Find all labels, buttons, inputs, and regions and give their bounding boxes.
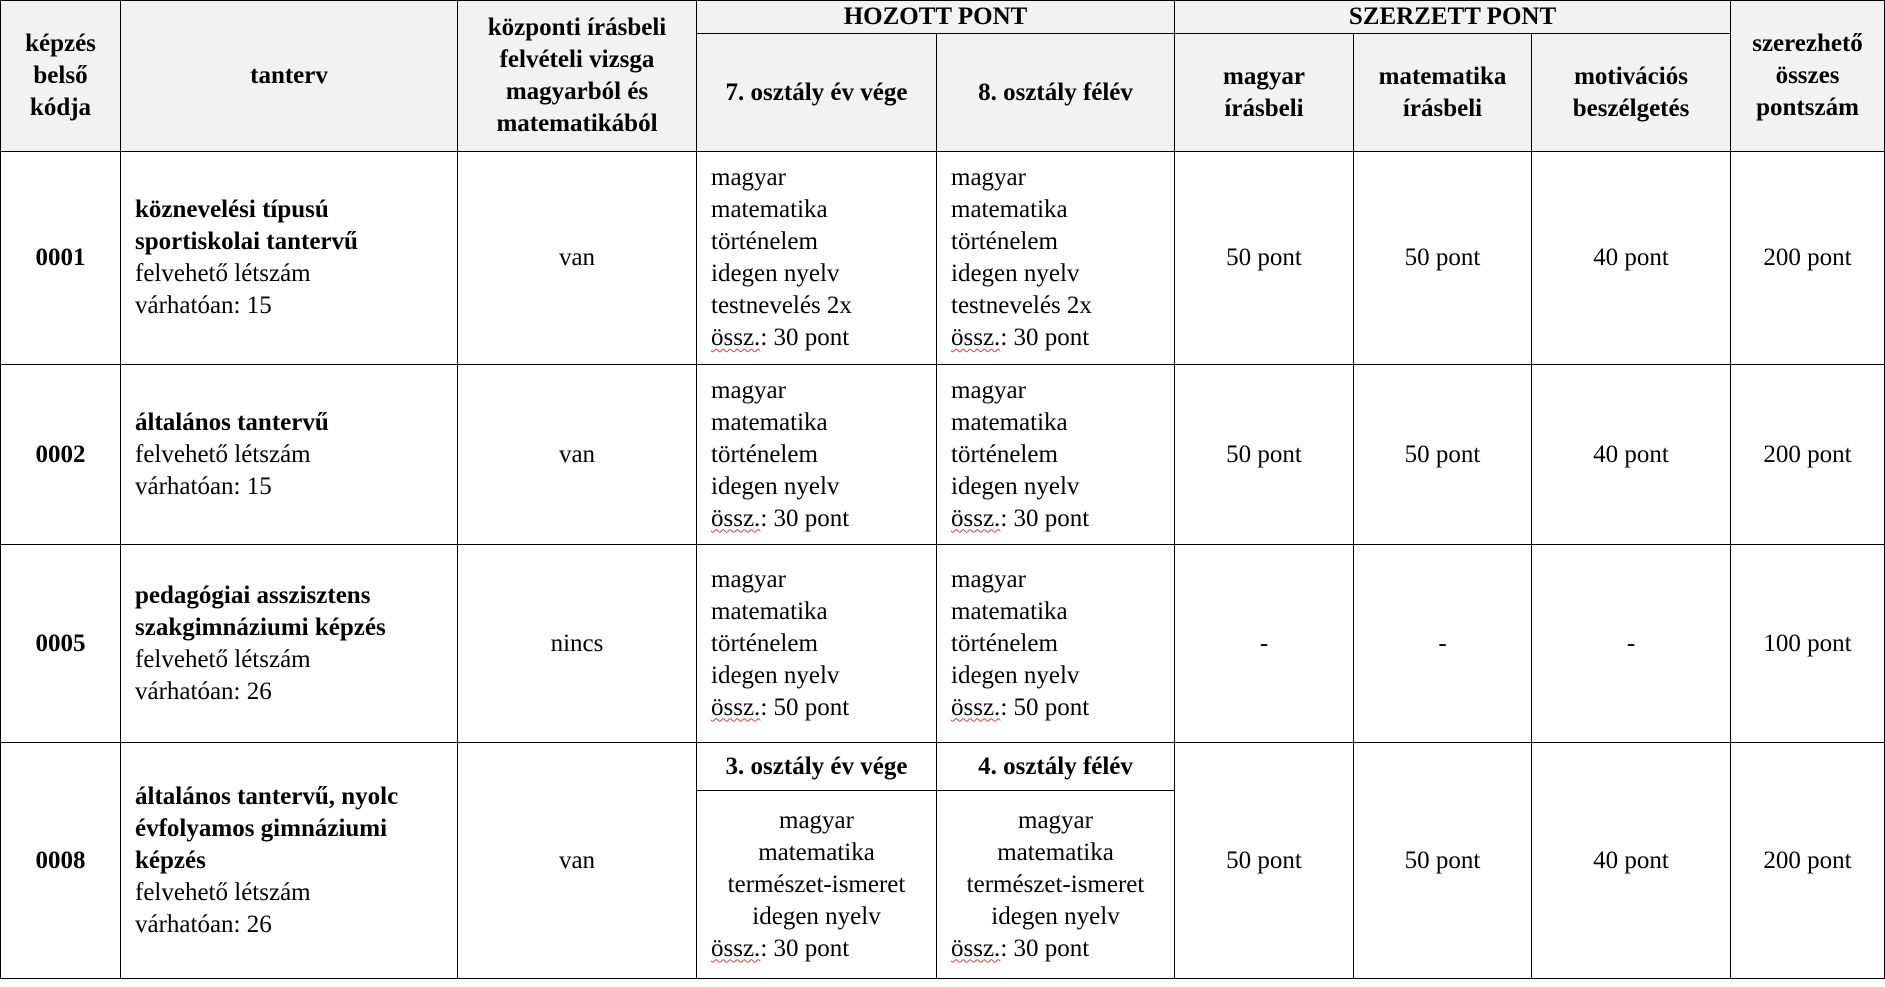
row-hozott-8: magyar matematika történelem idegen nyelv testnevelés 2x össz.: 30 pont [937, 152, 1175, 365]
row-matematika: 50 pont [1354, 743, 1532, 979]
row-hozott-8: magyar matematika történelem idegen nyelv össz.: 30 pont [937, 365, 1175, 545]
row-code: 0002 [1, 365, 121, 545]
row-exam: van [458, 743, 697, 979]
row-osszes: 200 pont [1731, 743, 1885, 979]
header-8th-grade: 8. osztály félév [937, 34, 1175, 152]
table-row [1, 365, 1885, 545]
row-exam: van [458, 365, 697, 545]
row-matematika: 50 pont [1354, 365, 1532, 545]
header-matematika-irasbeli: matematika írásbeli [1354, 34, 1532, 152]
row-osszes: 100 pont [1731, 545, 1885, 743]
row-tanterv: pedagógiai asszisztens szakgimnáziumi képzés felvehető létszám várhatóan: 26 [121, 545, 458, 743]
row-tanterv: általános tantervű felvehető létszám várhatóan: 15 [121, 365, 458, 545]
row-motivacios: 40 pont [1532, 152, 1731, 365]
table-row [1, 152, 1885, 365]
header-tanterv: tanterv [121, 1, 458, 152]
row-hozott-4: magyar matematika természet-ismeret idegen nyelv össz.: 30 pont [937, 791, 1175, 979]
row-exam: nincs [458, 545, 697, 743]
row-code: 0005 [1, 545, 121, 743]
row-code: 0001 [1, 152, 121, 365]
row-osszes: 200 pont [1731, 365, 1885, 545]
header-szerzett-pont: SZERZETT PONT [1175, 1, 1731, 34]
row-hozott-7: magyar matematika történelem idegen nyelv össz.: 30 pont [697, 365, 937, 545]
row-subheader-3rd-grade: 3. osztály év vége [697, 743, 937, 791]
row-osszes: 200 pont [1731, 152, 1885, 365]
row-hozott-7: magyar matematika történelem idegen nyelv testnevelés 2x össz.: 30 pont [697, 152, 937, 365]
header-exam: központi írásbeli felvételi vizsga magyarból és matematikából [458, 1, 697, 152]
row-hozott-8: magyar matematika történelem idegen nyelv össz.: 50 pont [937, 545, 1175, 743]
row-tanterv: általános tantervű, nyolc évfolyamos gimnáziumi képzés felvehető létszám várhatóan: 26 [121, 743, 458, 979]
header-hozott-pont: HOZOTT PONT [697, 1, 1175, 34]
table-row [1, 743, 1885, 791]
header-motivacios-beszelgetes: motivációs beszélgetés [1532, 34, 1731, 152]
row-magyar: 50 pont [1175, 152, 1354, 365]
row-magyar: - [1175, 545, 1354, 743]
row-magyar: 50 pont [1175, 365, 1354, 545]
row-hozott-3: magyar matematika természet-ismeret idegen nyelv össz.: 30 pont [697, 791, 937, 979]
header-7th-grade: 7. osztály év vége [697, 34, 937, 152]
row-tanterv: köznevelési típusú sportiskolai tantervű felvehető létszám várhatóan: 15 [121, 152, 458, 365]
row-subheader-4th-grade: 4. osztály félév [937, 743, 1175, 791]
table-row [1, 545, 1885, 743]
header-magyar-irasbeli: magyar írásbeli [1175, 34, 1354, 152]
row-motivacios: 40 pont [1532, 365, 1731, 545]
header-total: szerezhető összes pontszám [1731, 1, 1885, 152]
row-code: 0008 [1, 743, 121, 979]
row-motivacios: 40 pont [1532, 743, 1731, 979]
row-magyar: 50 pont [1175, 743, 1354, 979]
row-motivacios: - [1532, 545, 1731, 743]
row-hozott-7: magyar matematika történelem idegen nyelv össz.: 50 pont [697, 545, 937, 743]
row-exam: van [458, 152, 697, 365]
row-matematika: - [1354, 545, 1532, 743]
header-code: képzés belső kódja [1, 1, 121, 152]
row-matematika: 50 pont [1354, 152, 1532, 365]
